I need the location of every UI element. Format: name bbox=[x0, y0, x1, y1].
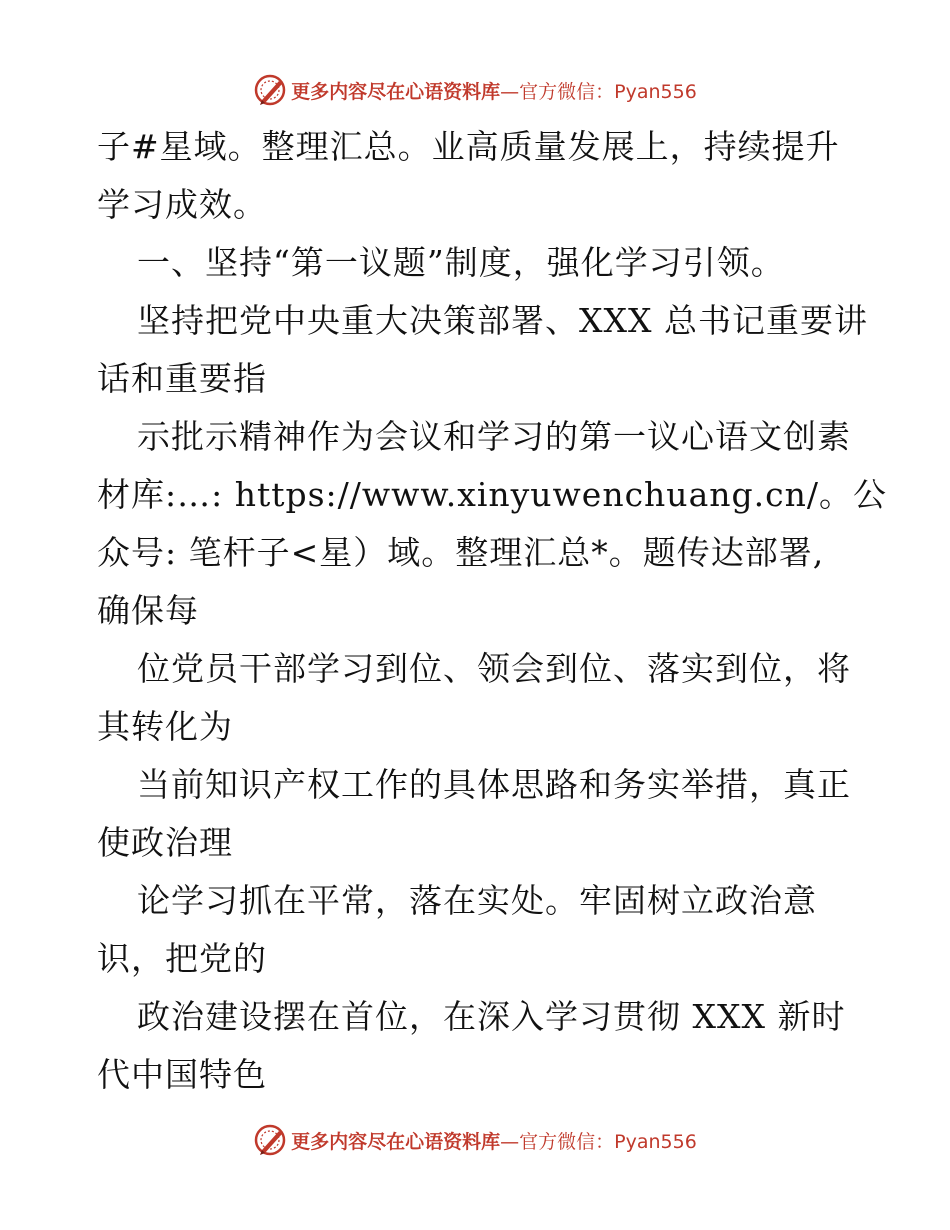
text-line: 示批示精神作为会议和学习的第一议心语文创素 bbox=[137, 417, 851, 456]
header-watermark-banner bbox=[0, 70, 950, 110]
text-line: 一、坚持“第一议题”制度，强化学习引领。 bbox=[137, 243, 785, 282]
pen-logo-icon bbox=[253, 1123, 287, 1157]
text-line: 众号: 笔杆子<星）域。整理汇总*。题传达部署, bbox=[97, 533, 825, 572]
footer-watermark-banner bbox=[0, 1120, 950, 1160]
text-line: 材库:…: https://www.xinyuwenchuang.cn/。公 bbox=[97, 475, 887, 514]
text-line: 子#星域。整理汇总。业高质量发展上，持续提升 bbox=[97, 127, 840, 166]
document-body bbox=[97, 118, 887, 1104]
text-line: 当前知识产权工作的具体思路和务实举措，真正 bbox=[137, 765, 851, 804]
text-line: 代中国特色 bbox=[97, 1055, 267, 1094]
banner-main-text: 更多内容尽在心语资料库 bbox=[291, 80, 501, 103]
text-line: 识，把党的 bbox=[97, 939, 267, 978]
text-line: 坚持把党中央重大决策部署、XXX 总书记重要讲 bbox=[137, 301, 868, 340]
text-line: 位党员干部学习到位、领会到位、落实到位，将 bbox=[137, 649, 851, 688]
text-line: 确保每 bbox=[97, 591, 199, 630]
text-line: 其转化为 bbox=[97, 707, 233, 746]
pen-logo-icon bbox=[253, 73, 287, 107]
text-line: 话和重要指 bbox=[97, 359, 267, 398]
text-line: 政治建设摆在首位，在深入学习贯彻 XXX 新时 bbox=[137, 997, 846, 1036]
text-line: 学习成效。 bbox=[97, 185, 267, 224]
text-line: 使政治理 bbox=[97, 823, 233, 862]
text-line: 论学习抓在平常，落在实处。牢固树立政治意 bbox=[137, 881, 817, 920]
banner-sub-text: —官方微信：Pyan556 bbox=[500, 1130, 697, 1153]
banner-main-text: 更多内容尽在心语资料库 bbox=[291, 1130, 501, 1153]
banner-sub-text: —官方微信：Pyan556 bbox=[500, 80, 697, 103]
